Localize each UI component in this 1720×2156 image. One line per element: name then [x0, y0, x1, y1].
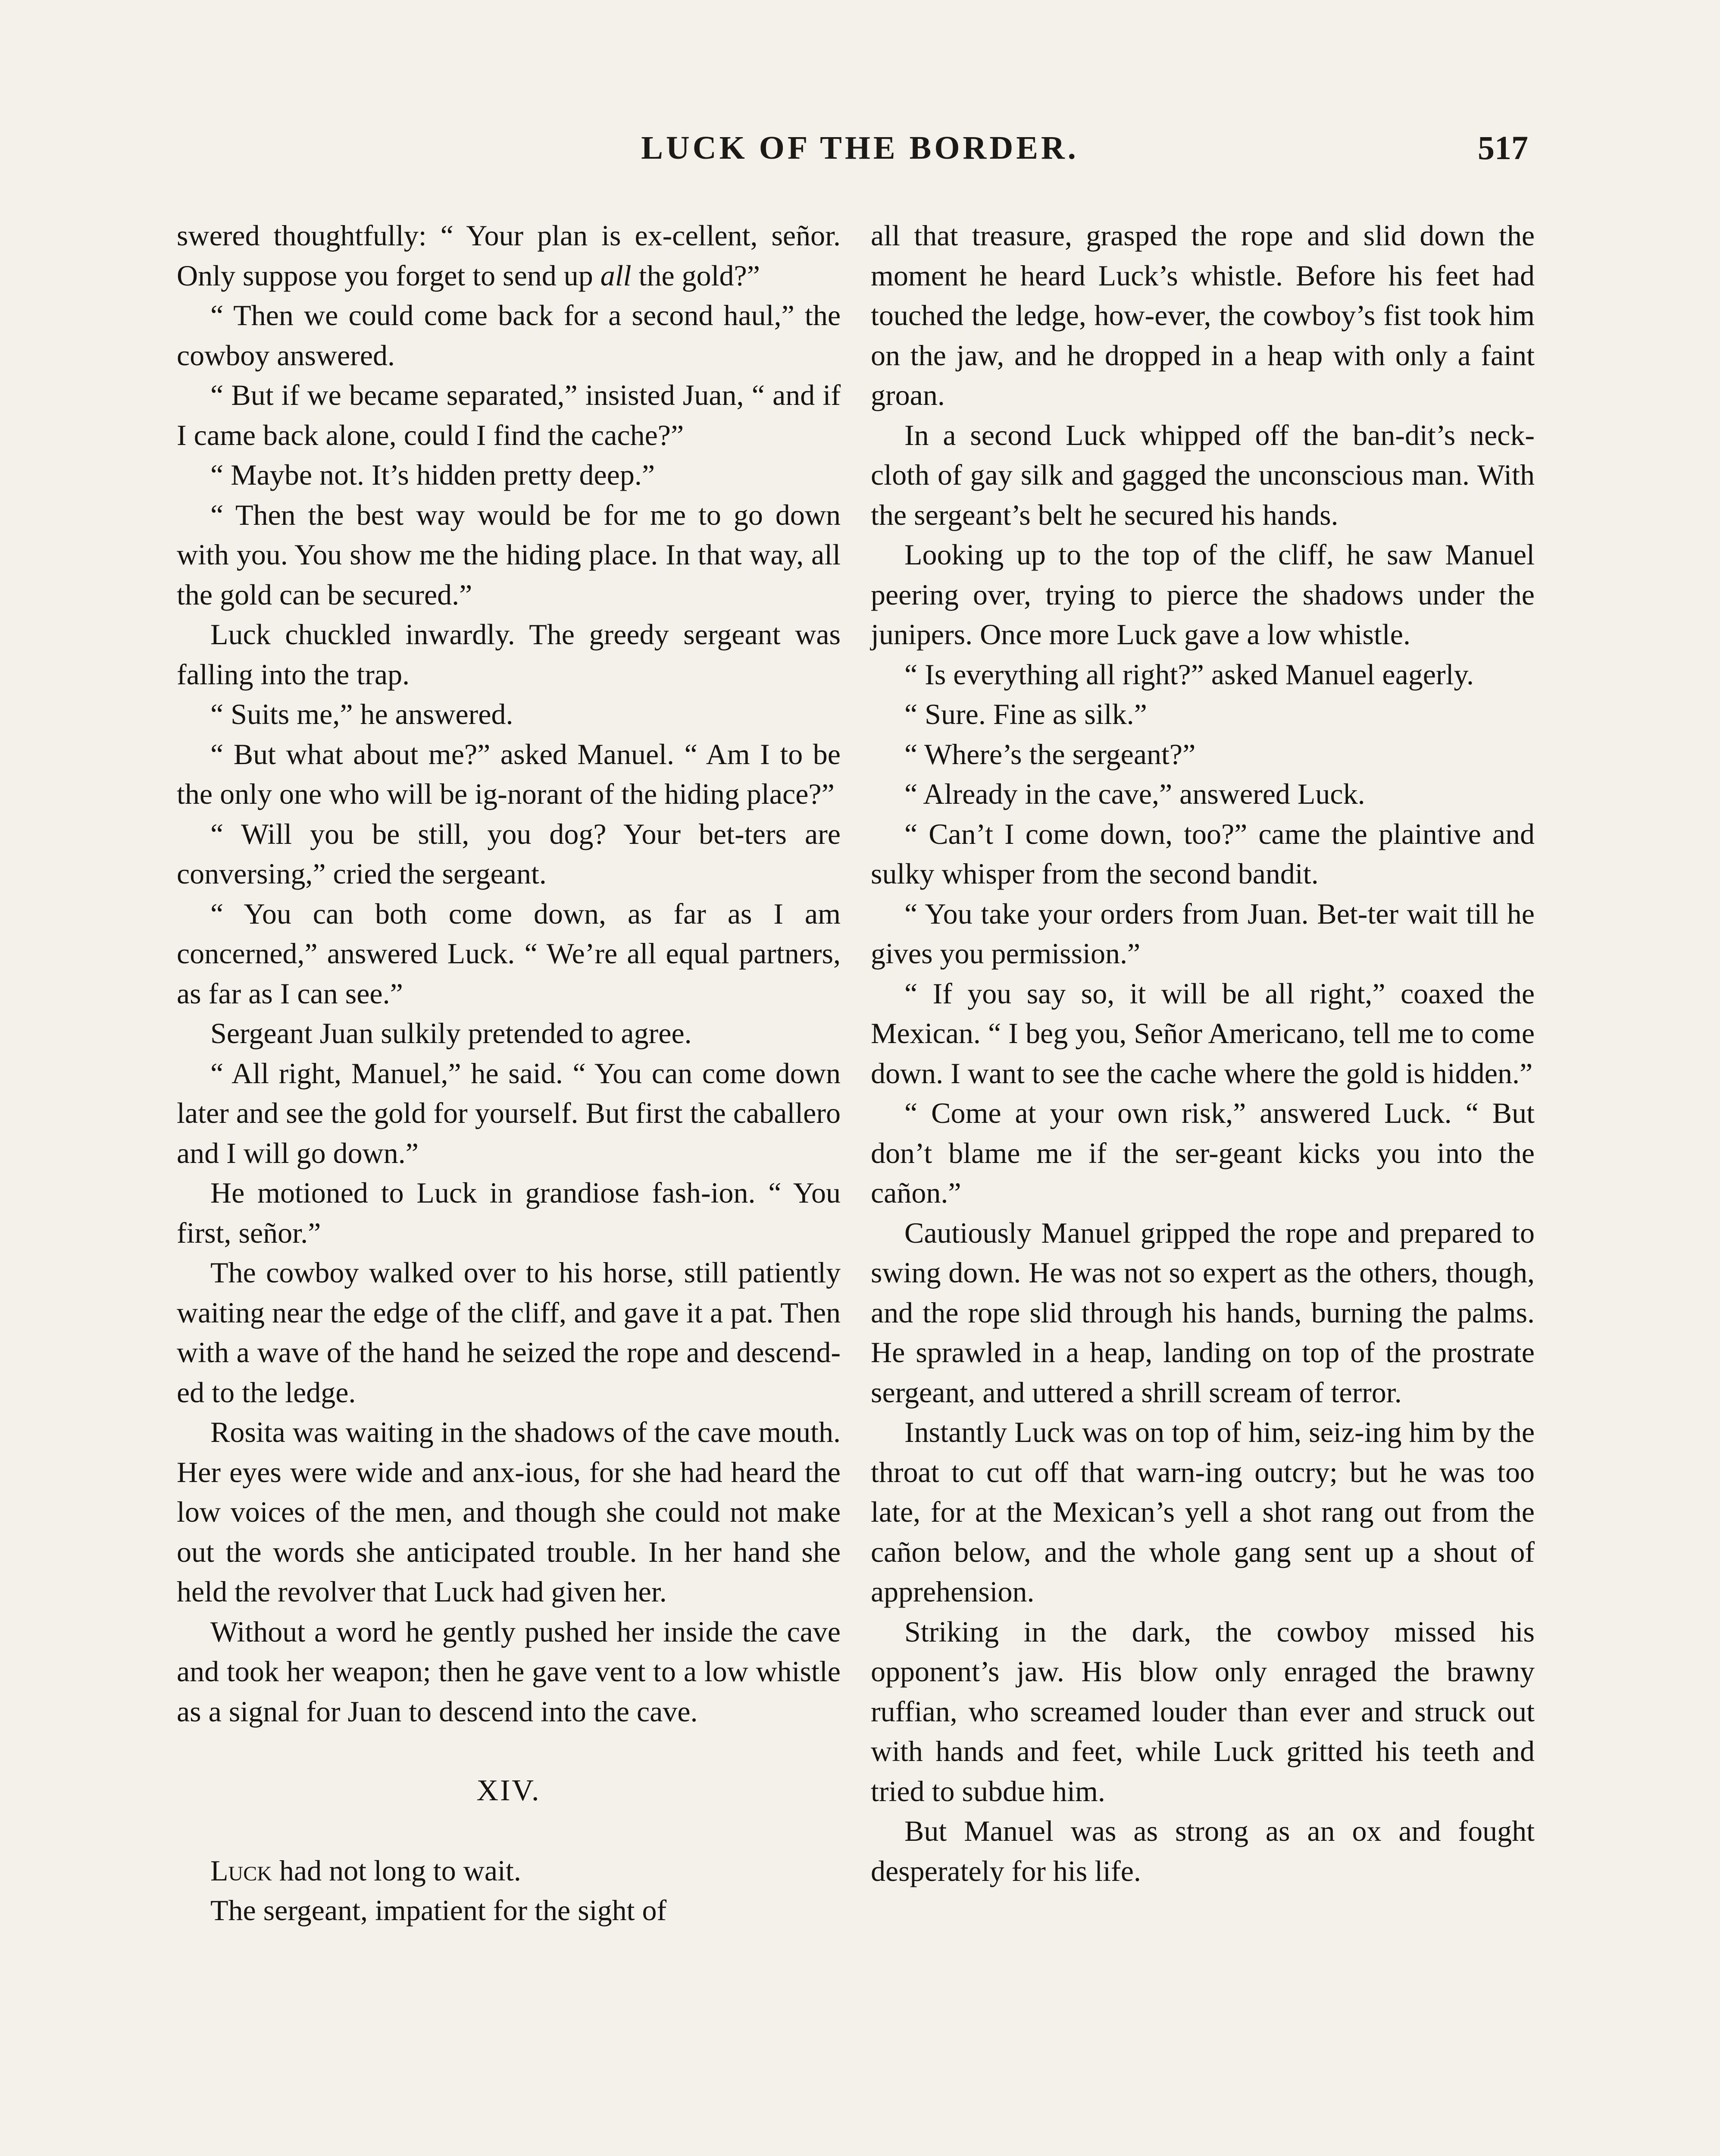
paragraph: “ Suits me,” he answered.	[210, 698, 513, 730]
left-column	[177, 216, 841, 1930]
paragraph: Instantly Luck was on top of him, seiz-ing him by the throat to cut off that warn-ing outcry; but he was too late, for at the Mexican’s yell a shot rang out from the cañon below, and the whole gang sent up a shout of apprehension.	[871, 1416, 1535, 1608]
paragraph: “ Maybe not. It’s hidden pretty deep.”	[210, 458, 655, 491]
paragraph: “ Already in the cave,” answered Luck.	[904, 777, 1365, 810]
paragraph: Cautiously Manuel gripped the rope and prepared to swing down. He was not so expert as the others, though, and the rope slid through his hands, burning the palms. He sprawled in a heap, landing on top of the prostrate sergeant, and uttered a shrill scream of terror.	[871, 1216, 1535, 1409]
paragraph: “ Then we could come back for a second haul,” the cowboy answered.	[177, 299, 841, 372]
paragraph: Sergeant Juan sulkily pretended to agree.	[210, 1017, 692, 1050]
paragraph: The sergeant, impatient for the sight of	[210, 1894, 667, 1927]
paragraph: “ If you say so, it will be all right,” coaxed the Mexican. “ I beg you, Señor Americano, tell me to come down. I want to see the cache where the gold is hidden.”	[871, 977, 1535, 1090]
paragraph: He motioned to Luck in grandiose fash-ion. “ You first, señor.”	[177, 1176, 841, 1249]
running-title: LUCK OF THE BORDER.	[641, 130, 1079, 166]
paragraph: “ Where’s the sergeant?”	[904, 737, 1196, 771]
paragraph: Striking in the dark, the cowboy missed his opponent’s jaw. His blow only enraged the brawny ruffian, who screamed louder than ever and struck out with hands and feet, while Luck gritted his teeth and tried to subdue him.	[871, 1615, 1535, 1808]
paragraph: “ But what about me?” asked Manuel. “ Am I to be the only one who will be ig-norant of the hiding place?”	[177, 737, 841, 810]
paragraph: “ Sure. Fine as silk.”	[904, 698, 1147, 730]
page-number: 517	[1478, 129, 1528, 166]
paragraph: But Manuel was as strong as an ox and fought desperately for his life.	[871, 1814, 1535, 1887]
paragraph: all that treasure, grasped the rope and slid down the moment he heard Luck’s whistle. Before his feet had touched the ledge, how-ever, the cowboy’s fist took him on the jaw, and he dropped in a heap with only a faint groan.	[871, 219, 1535, 411]
paragraph: Rosita was waiting in the shadows of the cave mouth. Her eyes were wide and anx-ious, for she had heard the low voices of the men, and though she could not make out the words she anticipated trouble. In her hand she held the revolver that Luck had given her.	[177, 1416, 841, 1608]
paragraph: Looking up to the top of the cliff, he saw Manuel peering over, trying to pierce the shadows under the junipers. Once more Luck gave a low whistle.	[871, 538, 1535, 651]
paragraph: “ But if we became separated,” insisted Juan, “ and if I came back alone, could I find the cache?”	[177, 379, 841, 451]
emphasis: all	[600, 259, 632, 292]
paragraph: “ Come at your own risk,” answered Luck. “ But don’t blame me if the ser-geant kicks you into the cañon.”	[871, 1097, 1535, 1209]
paragraph: Luck chuckled inwardly. The greedy sergeant was falling into the trap.	[177, 618, 841, 691]
paragraph: Without a word he gently pushed her inside the cave and took her weapon; then he gave vent to a low whistle as a signal for Juan to descend into the cave.	[177, 1615, 841, 1728]
paragraph: The cowboy walked over to his horse, still patiently waiting near the edge of the cliff, and gave it a pat. Then with a wave of the hand he seized the rope and descend-ed to the ledge.	[177, 1256, 841, 1409]
paragraph: “ Can’t I come down, too?” came the plaintive and sulky whisper from the second bandit.	[871, 817, 1535, 890]
paragraph: “ You can both come down, as far as I am concerned,” answered Luck. “ We’re all equal partners, as far as I can see.”	[177, 897, 841, 1010]
paragraph: swered thoughtfully: “ Your plan is ex-cellent, señor. Only suppose you forget to send up all the gold?”	[177, 219, 841, 292]
paragraph: Luck had not long to wait.	[210, 1854, 521, 1887]
right-column	[871, 216, 1535, 1891]
paragraph: “ All right, Manuel,” he said. “ You can come down later and see the gold for yourself. But first the caballero and I will go down.”	[177, 1056, 841, 1169]
paragraph: In a second Luck whipped off the ban-dit’s neck-cloth of gay silk and gagged the unconscious man. With the sergeant’s belt he secured his hands.	[871, 418, 1535, 531]
paragraph: “ Is everything all right?” asked Manuel eagerly.	[904, 658, 1474, 691]
chapter-heading: XIV.	[476, 1774, 541, 1807]
small-caps-word: Luck	[210, 1854, 272, 1887]
paragraph: “ Will you be still, you dog? Your bet-ters are conversing,” cried the sergeant.	[177, 817, 841, 890]
paragraph: “ You take your orders from Juan. Bet-ter wait till he gives you permission.”	[871, 897, 1535, 970]
paragraph: “ Then the best way would be for me to go down with you. You show me the hiding place. In that way, all the gold can be secured.”	[177, 498, 841, 611]
